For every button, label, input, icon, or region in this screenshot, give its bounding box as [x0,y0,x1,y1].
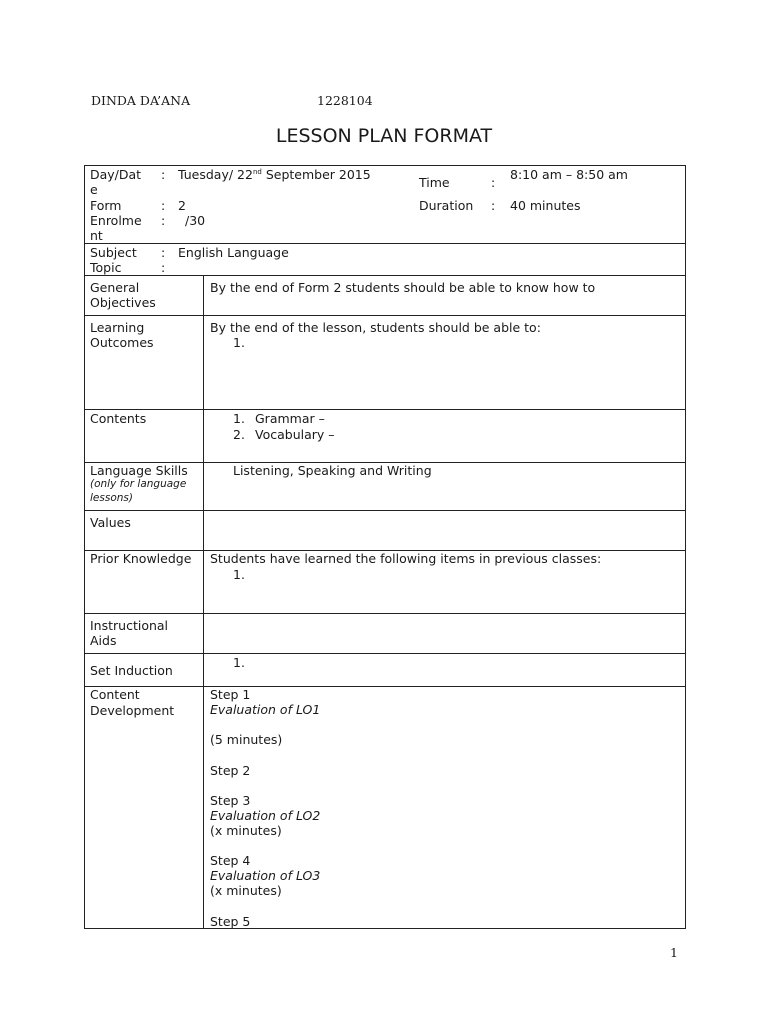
step-3-duration: (x minutes) [210,823,282,838]
day-date-colon: : [161,167,166,182]
language-skills-note-2: lessons) [90,492,133,504]
day-date-label-wrap: e [90,182,98,197]
enrolment-label: Enrolme [90,213,142,228]
learning-outcomes-value: By the end of the lesson, students should be able to: [210,320,541,335]
date-value: Tuesday/ 22nd September 2015 [178,167,371,182]
instructional-aids-label: Instructional [90,618,169,633]
time-label: Time [419,175,450,190]
language-skills-label: Language Skills [90,463,188,478]
form-label: Form [90,198,122,213]
step-3: Step 3 [210,793,251,808]
language-skills-value: Listening, Speaking and Writing [233,463,432,478]
form-colon: : [161,198,166,213]
enrolment-label-wrap: nt [90,228,103,243]
evaluation-lo2: Evaluation of LO2 [210,808,321,823]
instructional-aids-label-2: Aids [90,633,117,648]
topic-colon: : [161,260,166,275]
evaluation-lo3: Evaluation of LO3 [210,868,321,883]
enrolment-colon: : [161,213,166,228]
student-id: 1228104 [317,93,373,108]
page-number: 1 [670,945,678,960]
duration-label: Duration [419,198,474,213]
subject-label: Subject [90,245,137,260]
step-5: Step 5 [210,914,251,929]
subject-colon: : [161,245,166,260]
step-4-duration: (x minutes) [210,883,282,898]
contents-label: Contents [90,411,147,426]
content-development-label: Content [90,687,140,702]
learning-outcomes-label-2: Outcomes [90,335,154,350]
page-title: LESSON PLAN FORMAT [275,125,493,147]
general-objectives-label: General [90,280,140,295]
prior-knowledge-item-1: 1. [233,567,245,582]
contents-num-2: 2. [233,427,245,442]
evaluation-lo1: Evaluation of LO1 [210,702,321,717]
time-colon: : [491,175,496,190]
topic-label: Topic [90,260,122,275]
prior-knowledge-label: Prior Knowledge [90,551,192,566]
duration-value: 40 minutes [510,198,581,213]
enrolment-value: /30 [185,213,206,228]
student-name: DINDA DA’ANA [91,93,191,108]
step-4: Step 4 [210,853,251,868]
content-development-label-2: Development [90,703,175,718]
contents-item-grammar: Grammar – [255,411,325,426]
form-value: 2 [178,198,186,213]
duration-colon: : [491,198,496,213]
step-1: Step 1 [210,687,251,702]
contents-num-1: 1. [233,411,245,426]
step-2: Step 2 [210,763,251,778]
values-label: Values [90,515,131,530]
learning-outcomes-label: Learning [90,320,145,335]
language-skills-note: (only for language [90,478,187,490]
contents-item-vocabulary: Vocabulary – [255,427,335,442]
set-induction-item-1: 1. [233,655,245,670]
set-induction-label: Set Induction [90,663,173,678]
general-objectives-label-2: Objectives [90,295,156,310]
subject-value: English Language [178,245,289,260]
prior-knowledge-value: Students have learned the following items in previous classes: [210,551,602,566]
general-objectives-value: By the end of Form 2 students should be able to know how to [210,280,596,295]
time-value: 8:10 am – 8:50 am [510,167,628,182]
learning-outcome-item-1: 1. [233,335,245,350]
step-1-duration: (5 minutes) [210,732,283,747]
day-date-label: Day/Dat [90,167,142,182]
